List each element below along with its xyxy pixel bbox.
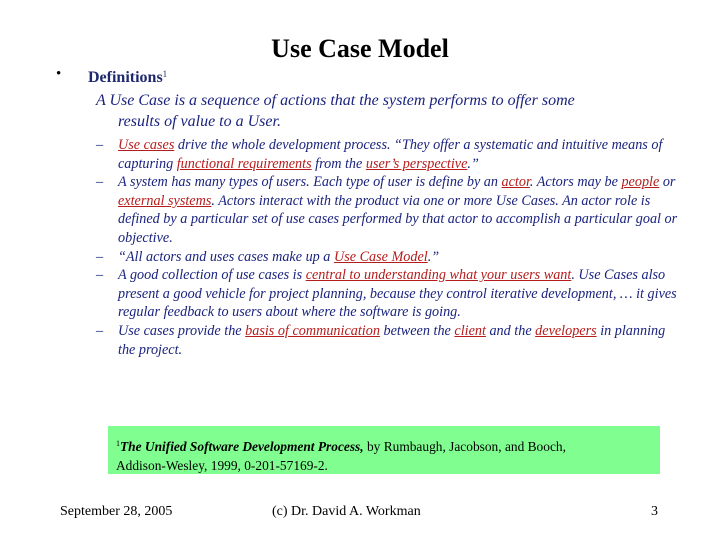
definition-item [96,173,686,247]
item-text: from the [311,155,366,172]
item-text: drive the whole development process. “They offer a systematic and intuitive means of capturing [118,137,663,172]
item-text: A system has many types of users. Each type of user is define by an [118,174,502,191]
item-text: Use cases provide the [118,322,246,339]
item-text: . Actors may be [529,174,622,191]
highlighted-term: actor [501,174,530,191]
item-text: and the [485,322,536,339]
dash-marker: – [96,267,104,284]
footnote-publisher: Addison-Wesley, 1999, 0-201-57169-2. [116,458,328,473]
item-text: . Use Cases also present a good vehicle for project planning, because they control iterative development, … it gives regular feedback to users about where the software is going. [118,267,677,321]
highlighted-term: Use Case Model [333,248,428,265]
footer-author: (c) Dr. David A. Workman [272,504,421,519]
highlighted-term: functional requirements [176,155,312,172]
dash-marker: – [96,248,104,265]
footnote-authors: by Rumbaugh, Jacobson, and Booch, [363,439,566,454]
item-text: .” [427,248,440,265]
item-text: “All actors and uses cases make up a [118,248,334,265]
highlighted-term: external systems [118,192,212,209]
definition-item [96,248,686,267]
definition-line-1: A Use Case is a sequence of actions that the system performs to offer some [96,92,575,109]
highlighted-term: user’s perspective [365,155,468,172]
dash-marker: – [96,137,104,153]
footnote-book-title: The Unified Software Development Process, [120,439,364,454]
use-case-definition [96,90,676,132]
definition-item [96,322,686,359]
highlighted-term: people [621,174,660,191]
highlighted-term: developers [535,322,597,339]
bullet-marker: • [56,66,62,82]
highlighted-term: central to understanding what your users want [305,267,572,284]
highlighted-term: Use cases [118,137,175,153]
dash-marker: – [96,174,104,191]
definitions-heading-text: Definitions [88,69,163,86]
item-text: or [659,174,676,191]
definition-item [96,266,686,322]
footer-page-number: 3 [651,504,658,519]
item-text: A good collection of use cases is [118,267,306,284]
dash-marker: – [96,322,104,339]
item-text: between the [379,322,455,339]
footnote-box [108,426,660,474]
slide-title: Use Case Model [271,34,449,63]
item-text: in planning the project. [118,322,666,358]
footnote-mark: 1 [116,439,120,448]
definition-list [96,136,686,359]
footer-date: September 28, 2005 [60,504,173,519]
item-text: . Actors interact with the product via one or more Use Cases. An actor role is defined by a particular set of use cases performed by that actor to accomplish a particular goal or objective. [118,192,678,246]
definitions-heading [88,64,167,88]
highlighted-term: client [454,322,486,339]
definition-line-2: results of value to a User. [118,113,281,130]
footnote-reference: 1 [162,69,168,79]
item-text: .” [467,155,479,172]
highlighted-term: basis of communication [245,322,380,339]
definition-item [96,136,686,173]
